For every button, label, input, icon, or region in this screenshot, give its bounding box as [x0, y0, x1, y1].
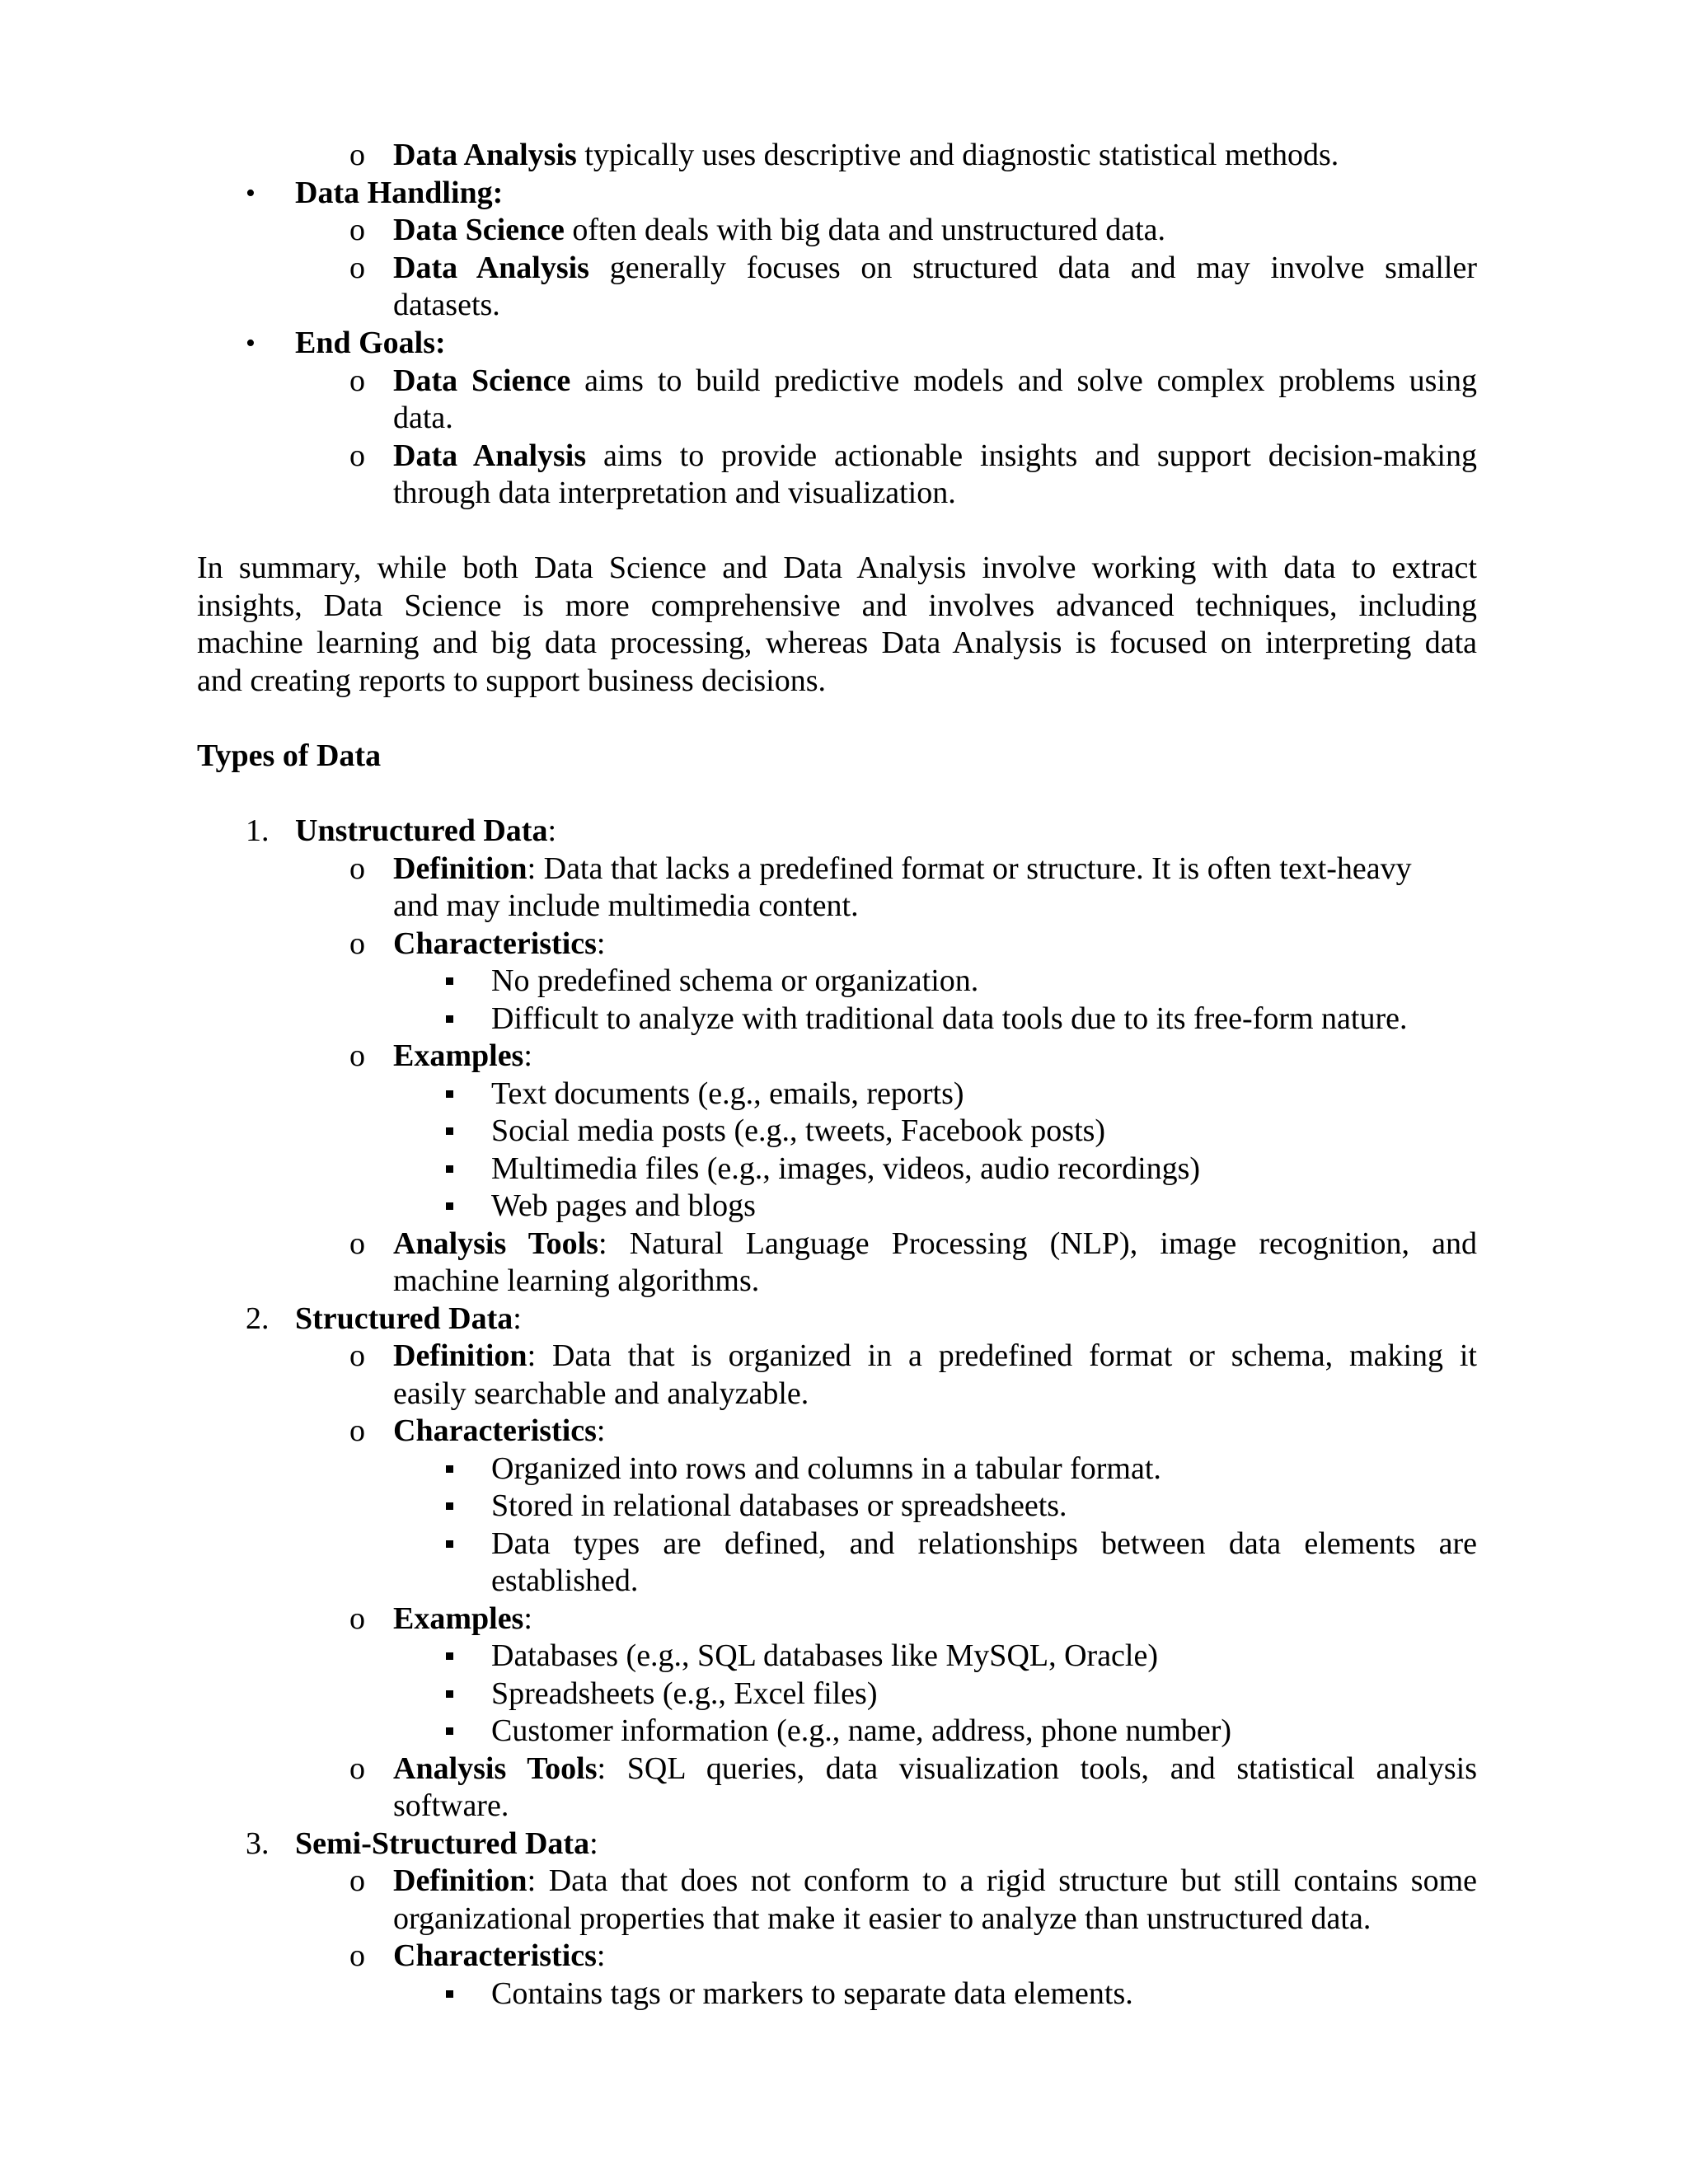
sub-list-item: Social media posts (e.g., tweets, Facebook posts) — [491, 1113, 1106, 1148]
examples-item: Examples: — [393, 1601, 532, 1636]
circle-bullet-icon: o — [349, 1226, 365, 1261]
bullet-icon: • — [246, 328, 256, 359]
square-bullet-icon — [446, 1690, 453, 1698]
term-label: Data Analysis — [393, 251, 589, 285]
square-bullet-icon — [446, 1202, 453, 1210]
square-bullet-icon — [446, 1127, 453, 1135]
sub-list-item: Spreadsheets (e.g., Excel files) — [491, 1676, 878, 1711]
item-text: often deals with big data and unstructured data. — [564, 213, 1166, 247]
list-item-continuation: machine learning algorithms. — [393, 1263, 760, 1298]
list-item-continuation: software. — [393, 1788, 509, 1823]
definition-item: Definition: Data that is organized in a predefined format or schema, making it — [393, 1338, 1477, 1373]
square-bullet-icon — [446, 1652, 453, 1660]
list-number: 1. — [246, 813, 270, 848]
sub-list-item: Databases (e.g., SQL databases like MySQL, Oracle) — [491, 1638, 1159, 1673]
type-title: Semi-Structured Data: — [295, 1826, 598, 1861]
type-title: Structured Data: — [295, 1301, 522, 1336]
definition-item: Definition: Data that lacks a predefined format or structure. It is often text-heavy — [393, 851, 1412, 886]
sub-list-item: Web pages and blogs — [491, 1188, 756, 1223]
characteristics-item: Characteristics: — [393, 1413, 606, 1448]
circle-bullet-icon: o — [349, 1038, 365, 1073]
list-item — [393, 438, 1477, 476]
definition-item: Definition: Data that does not conform to a rigid structure but still contains some — [393, 1863, 1477, 1898]
section-heading: End Goals: — [295, 326, 446, 360]
circle-bullet-icon: o — [349, 1338, 365, 1373]
square-bullet-icon — [446, 977, 453, 985]
list-item-continuation: easily searchable and analyzable. — [393, 1376, 809, 1411]
type-title: Unstructured Data: — [295, 813, 557, 848]
square-bullet-icon — [446, 1540, 453, 1548]
circle-bullet-icon: o — [349, 138, 365, 172]
list-item-continuation: data. — [393, 401, 453, 435]
analysis-tools-item: Analysis Tools: Natural Language Processing (NLP), image recognition, and — [393, 1226, 1477, 1261]
sub-list-item: Stored in relational databases or spreadsheets. — [491, 1488, 1067, 1523]
circle-bullet-icon: o — [349, 438, 365, 473]
sub-list-item: Multimedia files (e.g., images, videos, audio recordings) — [491, 1151, 1201, 1186]
circle-bullet-icon: o — [349, 363, 365, 398]
list-number: 2. — [246, 1301, 270, 1336]
list-item-continuation: through data interpretation and visualization. — [393, 476, 956, 510]
sub-list-item: Difficult to analyze with traditional data tools due to its free-form nature. — [491, 1001, 1408, 1036]
list-number: 3. — [246, 1826, 270, 1861]
circle-bullet-icon: o — [349, 851, 365, 886]
item-text: aims to provide actionable insights and support decision-making — [586, 438, 1477, 473]
list-item-continuation: and may include multimedia content. — [393, 888, 859, 923]
circle-bullet-icon: o — [349, 1938, 365, 1973]
summary-line: In summary, while both Data Science and Data Analysis involve working with data to extract — [197, 551, 1477, 585]
term-label: Data Analysis — [393, 438, 587, 473]
list-item — [393, 363, 1477, 401]
sub-list-item: Customer information (e.g., name, address, phone number) — [491, 1713, 1232, 1748]
square-bullet-icon — [446, 1465, 453, 1473]
list-item-continuation: organizational properties that make it easier to analyze than unstructured data. — [393, 1901, 1372, 1936]
sub-list-item: Text documents (e.g., emails, reports) — [491, 1076, 964, 1111]
circle-bullet-icon: o — [349, 1863, 365, 1898]
list-item-continuation: datasets. — [393, 288, 500, 322]
sub-list-item: No predefined schema or organization. — [491, 963, 979, 998]
square-bullet-icon — [446, 1165, 453, 1173]
circle-bullet-icon: o — [349, 1601, 365, 1636]
square-bullet-icon — [446, 1990, 453, 1998]
item-text: aims to build predictive models and solve complex problems using — [570, 363, 1477, 398]
square-bullet-icon — [446, 1727, 453, 1735]
item-text: typically uses descriptive and diagnostic statistical methods. — [576, 138, 1339, 172]
circle-bullet-icon: o — [349, 1751, 365, 1786]
page-heading: Types of Data — [197, 738, 382, 773]
square-bullet-icon — [446, 1015, 453, 1023]
square-bullet-icon — [446, 1090, 453, 1098]
list-item — [393, 137, 1339, 175]
circle-bullet-icon: o — [349, 1413, 365, 1448]
circle-bullet-icon: o — [349, 251, 365, 285]
list-item-continuation: established. — [491, 1563, 639, 1598]
circle-bullet-icon: o — [349, 213, 365, 247]
square-bullet-icon — [446, 1502, 453, 1510]
sub-list-item: Data types are defined, and relationships between data elements are — [491, 1526, 1477, 1561]
sub-list-item: Contains tags or markers to separate data elements. — [491, 1976, 1133, 2011]
sub-list-item: Organized into rows and columns in a tabular format. — [491, 1451, 1161, 1486]
bullet-icon: • — [246, 178, 256, 209]
characteristics-item: Characteristics: — [393, 926, 606, 961]
list-item — [393, 250, 1477, 288]
analysis-tools-item: Analysis Tools: SQL queries, data visualization tools, and statistical analysis — [393, 1751, 1477, 1786]
summary-line: and creating reports to support business decisions. — [197, 663, 827, 698]
summary-line: machine learning and big data processing, whereas Data Analysis is focused on interpreting data — [197, 626, 1477, 660]
list-item — [393, 212, 1165, 250]
summary-line: insights, Data Science is more comprehensive and involves advanced techniques, including — [197, 588, 1477, 623]
circle-bullet-icon: o — [349, 926, 365, 961]
section-heading: Data Handling: — [295, 176, 504, 210]
term-label: Data Science — [393, 363, 571, 398]
term-label: Data Analysis — [393, 138, 577, 172]
item-text: generally focuses on structured data and may involve smaller — [588, 251, 1477, 285]
examples-item: Examples: — [393, 1038, 532, 1073]
characteristics-item: Characteristics: — [393, 1938, 606, 1973]
term-label: Data Science — [393, 213, 565, 247]
